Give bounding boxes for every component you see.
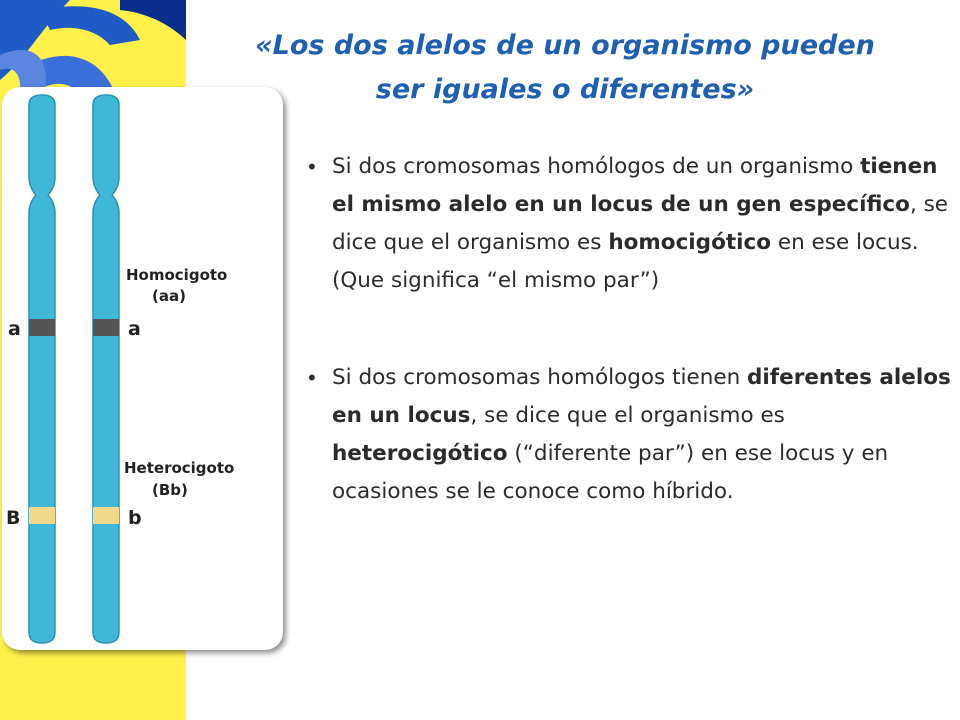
- bullet-1-text-1: Si dos cromosomas homólogos de un organismo: [332, 154, 861, 179]
- homozygote-label: Homocigoto: [126, 266, 228, 284]
- bullet-2-text-2: , se dice que el organismo es: [470, 403, 785, 428]
- title-line-2: ser iguales o diferentes»: [375, 74, 755, 105]
- allele-a-right-label: a: [128, 318, 141, 340]
- band-b-right: [93, 507, 119, 524]
- bullet-1-text-2: , se dice que el organismo es: [332, 192, 949, 255]
- chromosome-diagram-card: [2, 87, 283, 650]
- bullet-2-bold-1: diferentes alelos en un locus: [332, 365, 951, 428]
- chromosome-diagram: [2, 87, 283, 650]
- bullet-list: [300, 148, 955, 511]
- bullet-heterozygote: [300, 359, 955, 511]
- heterozygote-label: Heterocigoto: [124, 459, 235, 477]
- right-chromosome: [93, 95, 119, 643]
- bullet-homozygote: [300, 148, 955, 300]
- title-line-1: «Los dos alelos de un organismo pueden: [255, 30, 875, 61]
- band-b-left: [29, 507, 55, 524]
- band-a-right: [93, 319, 119, 336]
- bullet-marker: •: [306, 366, 318, 390]
- slide-title: [195, 24, 935, 112]
- allele-b-right-label: b: [128, 507, 142, 529]
- allele-b-left-label: B: [6, 507, 21, 529]
- allele-a-left-label: a: [8, 318, 21, 340]
- bullet-1-bold-2: homocigótico: [608, 230, 772, 255]
- bullet-2-bold-2: heterocigótico: [332, 441, 508, 466]
- bullet-2-text-3: (“diferente par”) en ese locus y en ocasiones se le conoce como híbrido.: [332, 441, 889, 504]
- bullet-marker: •: [306, 155, 318, 179]
- homozygote-genotype: (aa): [152, 287, 186, 305]
- bullet-2-text-1: Si dos cromosomas homólogos tienen: [332, 365, 748, 390]
- heterozygote-genotype: (Bb): [152, 481, 188, 499]
- band-a-left: [29, 319, 55, 336]
- bullet-1-bold-1: tienen el mismo alelo en un locus de un gen específico: [332, 154, 938, 217]
- left-chromosome: [29, 95, 55, 643]
- bullet-1-text-3: en ese locus. (Que significa “el mismo par”): [332, 230, 919, 293]
